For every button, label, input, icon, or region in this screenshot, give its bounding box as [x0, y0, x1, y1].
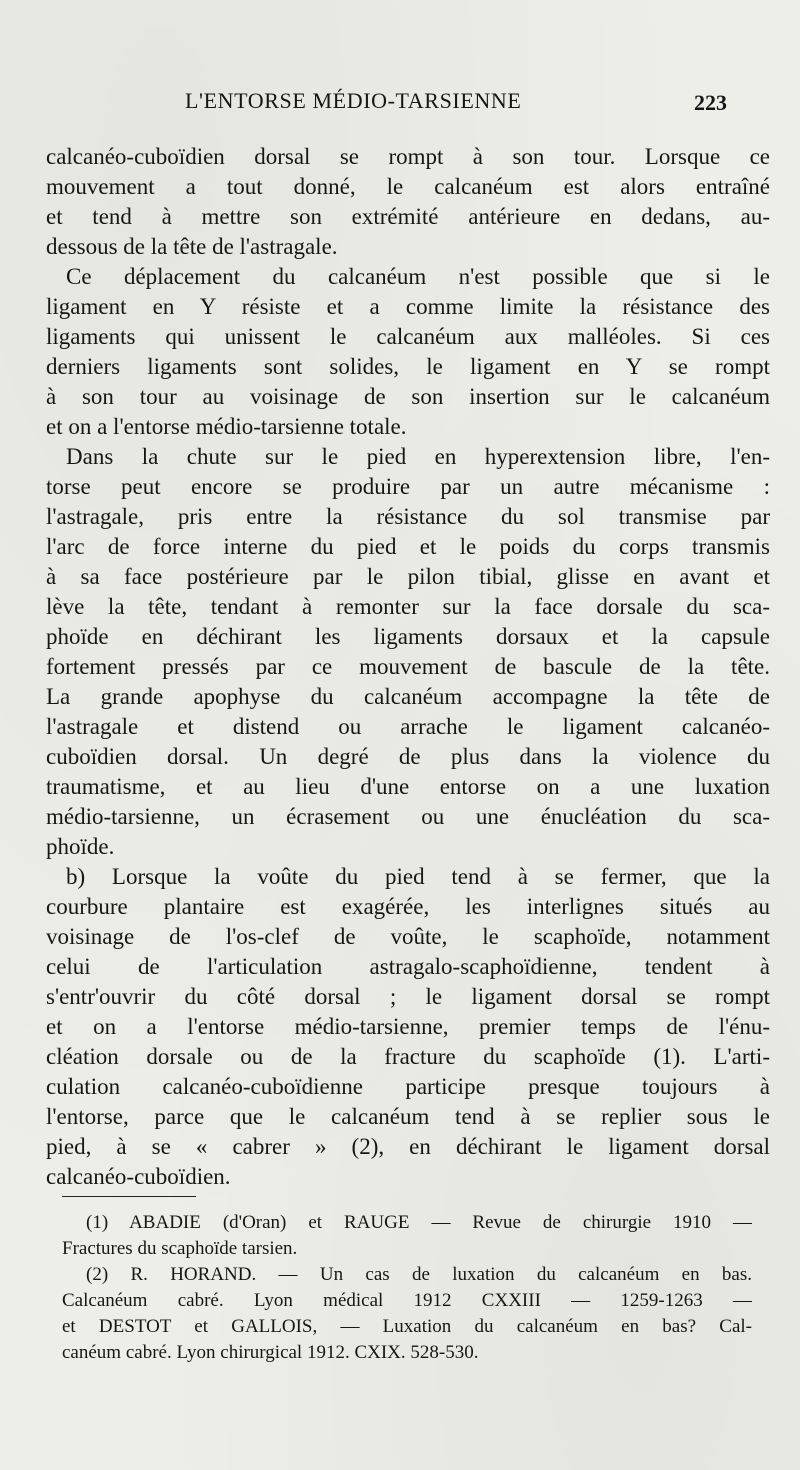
text-line: l'astragale, pris entre la résistance du sol transmise par [46, 504, 770, 529]
text-line: b) Lorsque la voûte du pied tend à se fermer, que la [66, 864, 770, 889]
text-line: voisinage de l'os-clef de voûte, le scaphoïde, notamment [46, 924, 770, 949]
footnote-line: (2) R. HORAND. — Un cas de luxation du calcanéum en bas. [86, 1264, 752, 1285]
running-head [0, 88, 800, 128]
text-line: celui de l'articulation astragalo-scaphoïdienne, tendent à [46, 954, 770, 979]
text-line: torse peut encore se produire par un autre mécanisme : [46, 474, 770, 499]
text-line: l'entorse, parce que le calcanéum tend à se replier sous le [46, 1104, 770, 1129]
text-line: La grande apophyse du calcanéum accompagne la tête de [46, 684, 770, 709]
text-line: à son tour au voisinage de son insertion sur le calcanéum [46, 384, 770, 409]
text-line: l'astragale et distend ou arrache le ligament calcanéo- [46, 714, 770, 739]
text-line: traumatisme, et au lieu d'une entorse on a une luxation [46, 774, 770, 799]
footnotes [62, 1210, 752, 1366]
text-line: dessous de la tête de l'astragale. [46, 234, 338, 259]
footnote-line: canéum cabré. Lyon chirurgical 1912. CXIX. 528-530. [62, 1342, 479, 1363]
footnote-line: et DESTOT et GALLOIS, — Luxation du calcanéum en bas? Cal- [62, 1316, 752, 1337]
text-line: phoïde. [46, 834, 115, 859]
text-line: Dans la chute sur le pied en hyperextension libre, l'en- [66, 444, 770, 469]
footnote-line: (1) ABADIE (d'Oran) et RAUGE — Revue de chirurgie 1910 — [86, 1212, 752, 1233]
text-line: cléation dorsale ou de la fracture du scaphoïde (1). L'arti- [46, 1044, 770, 1069]
footnote-divider [62, 1196, 196, 1197]
text-line: médio-tarsienne, un écrasement ou une énucléation du sca- [46, 804, 770, 829]
text-line: et on a l'entorse médio-tarsienne totale. [46, 414, 407, 439]
text-line: cuboïdien dorsal. Un degré de plus dans la violence du [46, 744, 770, 769]
text-line: Ce déplacement du calcanéum n'est possible que si le [66, 264, 770, 289]
text-line: culation calcanéo-cuboïdienne participe presque toujours à [46, 1074, 770, 1099]
running-title: L'ENTORSE MÉDIO-TARSIENNE [185, 88, 522, 113]
text-line: lève la tête, tendant à remonter sur la face dorsale du sca- [46, 594, 770, 619]
body-text [46, 142, 770, 1192]
text-line: à sa face postérieure par le pilon tibial, glisse en avant et [46, 564, 770, 589]
text-line: phoïde en déchirant les ligaments dorsaux et la capsule [46, 624, 770, 649]
text-line: derniers ligaments sont solides, le ligament en Y se rompt [46, 354, 770, 379]
text-line: s'entr'ouvrir du côté dorsal ; le ligament dorsal se rompt [46, 984, 770, 1009]
page-number: 223 [694, 90, 727, 115]
footnote-line: Calcanéum cabré. Lyon médical 1912 CXXIII — 1259-1263 — [62, 1290, 752, 1311]
text-line: et on a l'entorse médio-tarsienne, premier temps de l'énu- [46, 1014, 770, 1039]
text-line: mouvement a tout donné, le calcanéum est alors entraîné [46, 174, 770, 199]
text-line: calcanéo-cuboïdien dorsal se rompt à son tour. Lorsque ce [46, 144, 770, 169]
footnote-line: Fractures du scaphoïde tarsien. [62, 1238, 298, 1259]
text-line: l'arc de force interne du pied et le poids du corps transmis [46, 534, 770, 559]
text-line: fortement pressés par ce mouvement de bascule de la tête. [46, 654, 770, 679]
text-line: pied, à se « cabrer » (2), en déchirant le ligament dorsal [46, 1134, 770, 1159]
text-line: et tend à mettre son extrémité antérieure en dedans, au- [46, 204, 770, 229]
text-line: courbure plantaire est exagérée, les interlignes situés au [46, 894, 770, 919]
text-line: calcanéo-cuboïdien. [46, 1164, 231, 1189]
text-line: ligaments qui unissent le calcanéum aux malléoles. Si ces [46, 324, 770, 349]
text-line: ligament en Y résiste et a comme limite la résistance des [46, 294, 770, 319]
